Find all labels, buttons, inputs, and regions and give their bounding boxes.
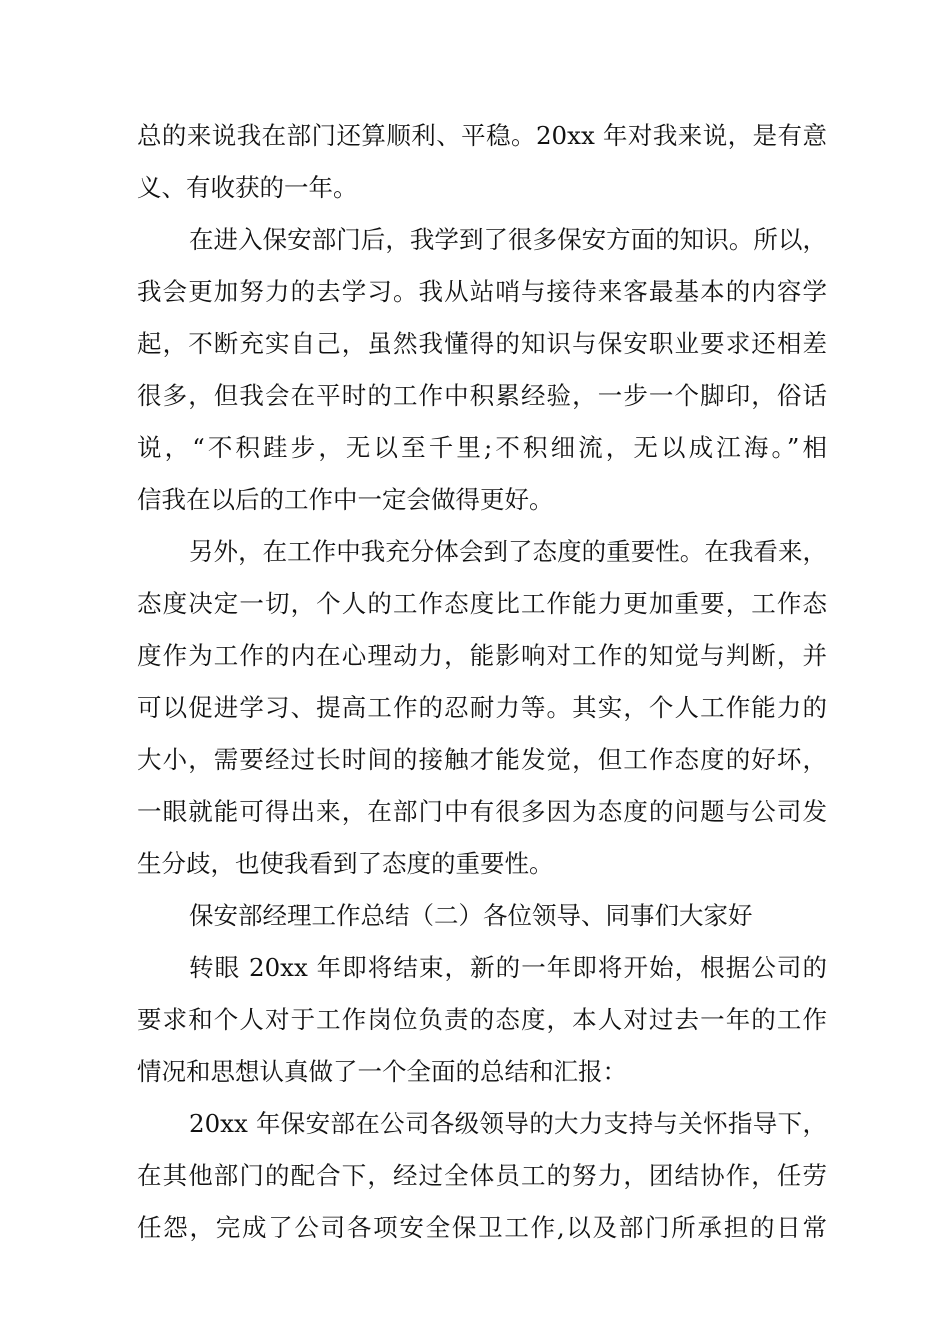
paragraph-3-line-5: 大小，需要经过长时间的接触才能发觉，但工作态度的好坏， <box>137 745 827 774</box>
paragraph-2-line-2: 我会更加努力的去学习。我从站哨与接待来客最基本的内容学 <box>137 277 827 306</box>
paragraph-3-line-7: 生分歧，也使我看到了态度的重要性。 <box>137 849 554 878</box>
paragraph-6-line-1: 20xx 年保安部在公司各级领导的大力支持与关怀指导下， <box>189 1109 827 1138</box>
paragraph-3-line-1: 另外，在工作中我充分体会到了态度的重要性。在我看来， <box>189 537 827 566</box>
paragraph-2-line-1: 在进入保安部门后，我学到了很多保安方面的知识。所以， <box>189 225 827 254</box>
paragraph-2-line-3: 起，不断充实自己，虽然我懂得的知识与保安职业要求还相差 <box>137 329 827 358</box>
paragraph-2-line-4: 很多，但我会在平时的工作中积累经验，一步一个脚印，俗话 <box>137 381 827 410</box>
section-heading: 保安部经理工作总结（二）各位领导、同事们大家好 <box>189 901 753 930</box>
paragraph-1-line-2: 义、有收获的一年。 <box>137 173 358 202</box>
paragraph-3-line-3: 度作为工作的内在心理动力，能影响对工作的知觉与判断，并 <box>137 641 827 670</box>
paragraph-5-line-1: 转眼 20xx 年即将结束，新的一年即将开始，根据公司的 <box>189 953 827 982</box>
paragraph-5-line-2: 要求和个人对于工作岗位负责的态度，本人对过去一年的工作 <box>137 1005 827 1034</box>
paragraph-2-line-5: 说，“不积跬步，无以至千里;不积细流，无以成江海。”相 <box>137 433 827 462</box>
paragraph-3-line-2: 态度决定一切，个人的工作态度比工作能力更加重要，工作态 <box>137 589 827 618</box>
paragraph-3-line-4: 可以促进学习、提高工作的忍耐力等。其实，个人工作能力的 <box>137 693 827 722</box>
paragraph-5-line-3: 情况和思想认真做了一个全面的总结和汇报： <box>137 1057 627 1086</box>
paragraph-6-line-2: 在其他部门的配合下，经过全体员工的努力，团结协作，任劳 <box>137 1161 827 1190</box>
paragraph-1-line-1: 总的来说我在部门还算顺利、平稳。20xx 年对我来说，是有意 <box>137 121 827 150</box>
document-body <box>137 110 827 1254</box>
paragraph-3-line-6: 一眼就能可得出来，在部门中有很多因为态度的问题与公司发 <box>137 797 827 826</box>
paragraph-2-line-6: 信我在以后的工作中一定会做得更好。 <box>137 485 554 514</box>
paragraph-6-line-3: 任怨，完成了公司各项安全保卫工作,以及部门所承担的日常 <box>137 1213 827 1242</box>
